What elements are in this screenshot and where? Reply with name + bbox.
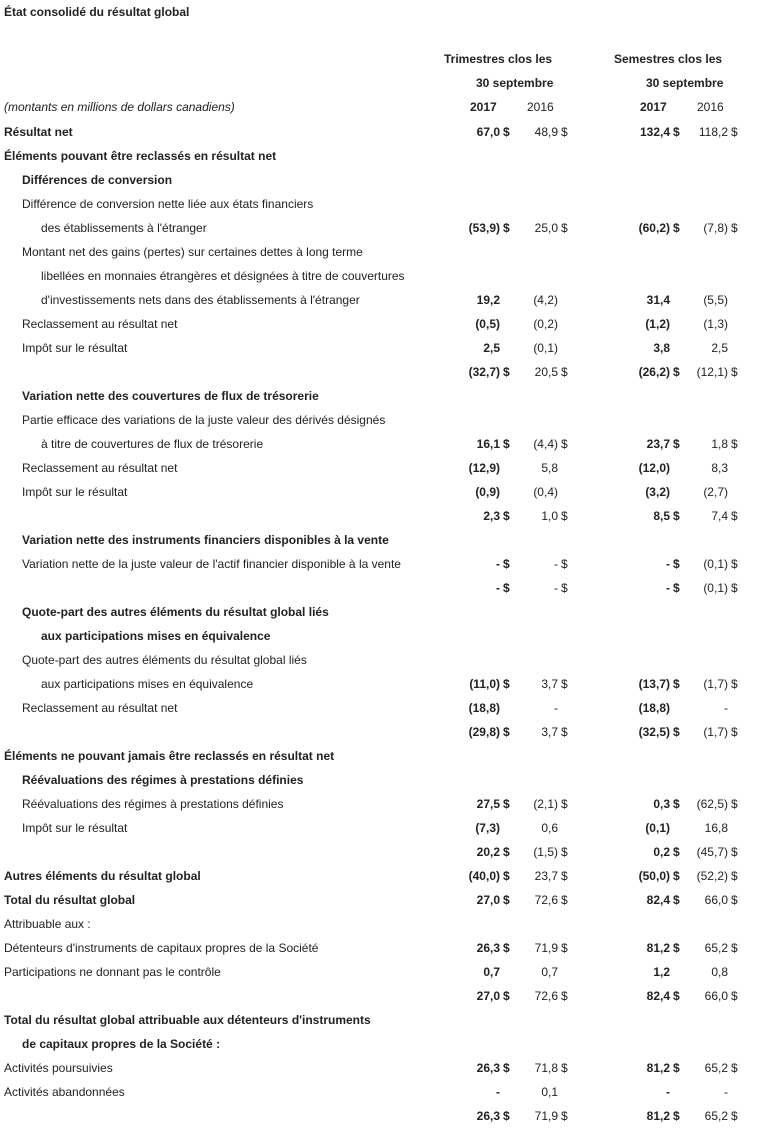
year-header-q2016: 2016 xyxy=(527,100,554,114)
currency-symbol: $ xyxy=(503,221,510,235)
table-row xyxy=(0,936,759,960)
table-row xyxy=(0,1008,759,1032)
table-row xyxy=(0,672,759,696)
value-cell: 26,3 xyxy=(476,1109,500,1123)
currency-symbol: $ xyxy=(503,557,510,571)
currency-symbol: $ xyxy=(503,845,510,859)
value-cell: 71,8 xyxy=(534,1061,558,1075)
table-row xyxy=(0,840,759,864)
value-cell: - xyxy=(496,581,500,595)
currency-symbol: $ xyxy=(673,509,680,523)
currency-symbol: $ xyxy=(561,581,568,595)
row-label: Variation nette des instruments financiers disponibles à la vente xyxy=(22,533,389,547)
table-row xyxy=(0,624,759,648)
table-row xyxy=(0,1056,759,1080)
value-cell: (7,8) xyxy=(703,221,728,235)
value-cell: 16,8 xyxy=(704,821,728,835)
currency-symbol: $ xyxy=(731,509,738,523)
value-cell: (4,4) xyxy=(533,437,558,451)
currency-symbol: $ xyxy=(503,797,510,811)
value-cell: - xyxy=(554,701,558,715)
value-cell: (4,2) xyxy=(533,293,558,307)
value-cell: 67,0 xyxy=(476,125,500,139)
table-row xyxy=(0,504,759,528)
table-row xyxy=(0,912,759,936)
currency-symbol: $ xyxy=(561,725,568,739)
value-cell: - xyxy=(554,581,558,595)
currency-symbol: $ xyxy=(561,437,568,451)
value-cell: (60,2) xyxy=(638,221,670,235)
value-cell: 27,0 xyxy=(476,893,500,907)
value-cell: - xyxy=(724,1085,728,1099)
value-cell: (12,1) xyxy=(696,365,728,379)
value-cell: (2,7) xyxy=(703,485,728,499)
currency-symbol: $ xyxy=(673,437,680,451)
table-row xyxy=(0,984,759,1008)
currency-symbol: $ xyxy=(731,221,738,235)
currency-symbol: $ xyxy=(673,365,680,379)
row-label: Différence de conversion nette liée aux états financiers xyxy=(22,197,314,211)
table-row xyxy=(0,360,759,384)
currency-symbol: $ xyxy=(673,1109,680,1123)
value-cell: (50,0) xyxy=(638,869,670,883)
currency-symbol: $ xyxy=(673,893,680,907)
currency-symbol: $ xyxy=(503,581,510,595)
semester-header-line1: Semestres clos les xyxy=(614,52,723,66)
row-label: aux participations mises en équivalence xyxy=(41,629,271,643)
currency-symbol: $ xyxy=(561,125,568,139)
row-label: Réévaluations des régimes à prestations définies xyxy=(22,797,284,811)
value-cell: 8,5 xyxy=(653,509,670,523)
row-label: Autres éléments du résultat global xyxy=(4,869,201,883)
currency-symbol: $ xyxy=(503,125,510,139)
table-row xyxy=(0,192,759,216)
currency-symbol: $ xyxy=(561,509,568,523)
value-cell: 1,0 xyxy=(541,509,558,523)
value-cell: 3,8 xyxy=(653,341,670,355)
value-cell: 65,2 xyxy=(704,1061,728,1075)
value-cell: 132,4 xyxy=(639,125,670,139)
row-label: Impôt sur le résultat xyxy=(22,821,128,835)
value-cell: 118,2 xyxy=(698,125,728,139)
value-cell: 81,2 xyxy=(646,941,670,955)
value-cell: 71,9 xyxy=(534,1109,558,1123)
value-cell: (3,2) xyxy=(645,485,670,499)
table-row xyxy=(0,456,759,480)
currency-symbol: $ xyxy=(503,509,510,523)
value-cell: 66,0 xyxy=(704,893,728,907)
value-cell: (18,8) xyxy=(638,701,670,715)
currency-symbol: $ xyxy=(561,989,568,1003)
value-cell: 2,3 xyxy=(483,509,500,523)
quarter-header-line1: Trimestres clos les xyxy=(444,52,553,66)
value-cell: (29,8) xyxy=(468,725,500,739)
value-cell: 0,3 xyxy=(653,797,670,811)
value-cell: 20,5 xyxy=(534,365,558,379)
value-cell: (2,1) xyxy=(533,797,558,811)
currency-symbol: $ xyxy=(561,677,568,691)
row-label: Impôt sur le résultat xyxy=(22,341,128,355)
currency-symbol: $ xyxy=(673,125,680,139)
currency-symbol: $ xyxy=(673,581,680,595)
value-cell: (13,7) xyxy=(638,677,670,691)
currency-symbol: $ xyxy=(561,845,568,859)
value-cell: 3,7 xyxy=(541,677,558,691)
value-cell: (62,5) xyxy=(696,797,728,811)
value-cell: 82,4 xyxy=(646,893,670,907)
value-cell: 0,7 xyxy=(541,965,558,979)
table-row xyxy=(0,288,759,312)
value-cell: 1,2 xyxy=(653,965,670,979)
value-cell: 31,4 xyxy=(646,293,670,307)
value-cell: (53,9) xyxy=(468,221,500,235)
value-cell: 0,8 xyxy=(711,965,728,979)
row-label: Détenteurs d'instruments de capitaux propres de la Société xyxy=(4,941,319,955)
table-row xyxy=(0,768,759,792)
value-cell: (0,4) xyxy=(533,485,558,499)
currency-symbol: $ xyxy=(561,869,568,883)
currency-symbol: $ xyxy=(673,797,680,811)
value-cell: (45,7) xyxy=(696,845,728,859)
value-cell: 2,5 xyxy=(483,341,500,355)
value-cell: 19,2 xyxy=(476,293,500,307)
currency-symbol: $ xyxy=(731,557,738,571)
table-row xyxy=(0,1080,759,1104)
value-cell: 65,2 xyxy=(704,941,728,955)
currency-symbol: $ xyxy=(561,1109,568,1123)
value-cell: 82,4 xyxy=(646,989,670,1003)
value-cell: 16,1 xyxy=(476,437,500,451)
table-row xyxy=(0,528,759,552)
value-cell: (12,0) xyxy=(638,461,670,475)
value-cell: 0,7 xyxy=(483,965,500,979)
value-cell: (12,9) xyxy=(468,461,500,475)
value-cell: (1,7) xyxy=(703,725,728,739)
table-row xyxy=(0,408,759,432)
year-header-s2016: 2016 xyxy=(697,100,724,114)
value-cell: (0,1) xyxy=(533,341,558,355)
currency-symbol: $ xyxy=(561,221,568,235)
row-label: Quote-part des autres éléments du résultat global liés xyxy=(22,653,307,667)
table-row xyxy=(0,432,759,456)
currency-symbol: $ xyxy=(561,893,568,907)
row-label: Différences de conversion xyxy=(22,173,173,187)
value-cell: 2,5 xyxy=(711,341,728,355)
row-label: de capitaux propres de la Société : xyxy=(22,1037,221,1051)
value-cell: (1,7) xyxy=(703,677,728,691)
currency-symbol: $ xyxy=(731,725,738,739)
currency-symbol: $ xyxy=(503,893,510,907)
table-row xyxy=(0,720,759,744)
value-cell: (18,8) xyxy=(468,701,500,715)
value-cell: 26,3 xyxy=(476,941,500,955)
row-label: Impôt sur le résultat xyxy=(22,485,128,499)
value-cell: - xyxy=(724,701,728,715)
row-label: Montant net des gains (pertes) sur certaines dettes à long terme xyxy=(22,245,363,259)
row-label: Partie efficace des variations de la juste valeur des dérivés désignés xyxy=(22,413,386,427)
value-cell: 23,7 xyxy=(646,437,670,451)
value-cell: 3,7 xyxy=(541,725,558,739)
value-cell: 65,2 xyxy=(704,1109,728,1123)
row-label: Éléments ne pouvant jamais être reclassés en résultat net xyxy=(4,749,335,763)
row-label: Variation nette de la juste valeur de l'actif financier disponible à la vente xyxy=(22,557,401,571)
currency-symbol: $ xyxy=(731,893,738,907)
value-cell: 0,1 xyxy=(541,1085,558,1099)
value-cell: 0,2 xyxy=(653,845,670,859)
table-row xyxy=(0,1032,759,1056)
currency-symbol: $ xyxy=(503,941,510,955)
table-row xyxy=(0,216,759,240)
currency-symbol: $ xyxy=(673,989,680,1003)
currency-symbol: $ xyxy=(731,581,738,595)
value-cell: (0,5) xyxy=(475,317,500,331)
currency-symbol: $ xyxy=(503,365,510,379)
table-row xyxy=(0,1104,759,1128)
currency-symbol: $ xyxy=(561,365,568,379)
value-cell: (1,3) xyxy=(703,317,728,331)
row-label: Activités poursuivies xyxy=(4,1061,113,1075)
table-row xyxy=(0,816,759,840)
value-cell: (0,9) xyxy=(475,485,500,499)
table-row xyxy=(0,168,759,192)
currency-symbol: $ xyxy=(673,845,680,859)
currency-symbol: $ xyxy=(673,1061,680,1075)
currency-symbol: $ xyxy=(731,941,738,955)
currency-symbol: $ xyxy=(561,941,568,955)
units-note: (montants en millions de dollars canadiens) xyxy=(4,100,235,114)
row-label: d'investissements nets dans des établissements à l'étranger xyxy=(41,293,360,307)
value-cell: 48,9 xyxy=(534,125,558,139)
row-label: Reclassement au résultat net xyxy=(22,701,178,715)
currency-symbol: $ xyxy=(673,557,680,571)
currency-symbol: $ xyxy=(561,797,568,811)
value-cell: 5,8 xyxy=(541,461,558,475)
table-row xyxy=(0,240,759,264)
value-cell: (1,5) xyxy=(533,845,558,859)
value-cell: 27,0 xyxy=(476,989,500,1003)
currency-symbol: $ xyxy=(673,221,680,235)
table-row xyxy=(0,888,759,912)
currency-symbol: $ xyxy=(673,941,680,955)
year-header-s2017: 2017 xyxy=(640,100,667,114)
value-cell: 7,4 xyxy=(711,509,728,523)
value-cell: (0,1) xyxy=(703,557,728,571)
row-label: Variation nette des couvertures de flux de trésorerie xyxy=(22,389,319,403)
value-cell: 27,5 xyxy=(476,797,500,811)
table-row xyxy=(0,120,759,144)
table-row xyxy=(0,144,759,168)
row-label: Attribuable aux : xyxy=(4,917,91,931)
currency-symbol: $ xyxy=(503,1109,510,1123)
value-cell: - xyxy=(554,557,558,571)
row-label: Participations ne donnant pas le contrôle xyxy=(4,965,221,979)
table-row xyxy=(0,648,759,672)
value-cell: - xyxy=(496,557,500,571)
row-label: Total du résultat global xyxy=(4,893,136,907)
table-row xyxy=(0,960,759,984)
currency-symbol: $ xyxy=(503,437,510,451)
value-cell: 0,6 xyxy=(541,821,558,835)
value-cell: (40,0) xyxy=(468,869,500,883)
row-label: aux participations mises en équivalence xyxy=(41,677,254,691)
semester-header-line2: 30 septembre xyxy=(646,76,724,90)
value-cell: (32,7) xyxy=(468,365,500,379)
row-label: Reclassement au résultat net xyxy=(22,461,178,475)
value-cell: (0,1) xyxy=(645,821,670,835)
row-label: Réévaluations des régimes à prestations définies xyxy=(22,773,304,787)
row-label: Éléments pouvant être reclassés en résultat net xyxy=(4,149,277,163)
currency-symbol: $ xyxy=(503,677,510,691)
value-cell: 1,8 xyxy=(711,437,728,451)
currency-symbol: $ xyxy=(503,989,510,1003)
value-cell: 72,6 xyxy=(534,893,558,907)
currency-symbol: $ xyxy=(731,797,738,811)
table-row xyxy=(0,336,759,360)
row-label: Quote-part des autres éléments du résultat global liés xyxy=(22,605,329,619)
row-label: libellées en monnaies étrangères et désignées à titre de couvertures xyxy=(41,269,405,283)
row-label: Reclassement au résultat net xyxy=(22,317,178,331)
currency-symbol: $ xyxy=(731,437,738,451)
table-row xyxy=(0,312,759,336)
currency-symbol: $ xyxy=(561,557,568,571)
row-label: des établissements à l'étranger xyxy=(41,221,207,235)
value-cell: 81,2 xyxy=(646,1061,670,1075)
table-row xyxy=(0,600,759,624)
table-row xyxy=(0,384,759,408)
currency-symbol: $ xyxy=(731,365,738,379)
table-row xyxy=(0,744,759,768)
currency-symbol: $ xyxy=(731,869,738,883)
currency-symbol: $ xyxy=(731,1061,738,1075)
quarter-header-line2: 30 septembre xyxy=(476,76,554,90)
statement-title: État consolidé du résultat global xyxy=(4,5,190,19)
value-cell: 81,2 xyxy=(646,1109,670,1123)
table-row xyxy=(0,792,759,816)
table-row xyxy=(0,552,759,576)
value-cell: (7,3) xyxy=(475,821,500,835)
currency-symbol: $ xyxy=(503,869,510,883)
table-row xyxy=(0,864,759,888)
currency-symbol: $ xyxy=(673,869,680,883)
currency-symbol: $ xyxy=(503,1061,510,1075)
row-label: Total du résultat global attribuable aux détenteurs d'instruments xyxy=(4,1013,371,1027)
currency-symbol: $ xyxy=(731,1109,738,1123)
value-cell: 66,0 xyxy=(704,989,728,1003)
currency-symbol: $ xyxy=(673,725,680,739)
year-header-q2017: 2017 xyxy=(470,100,497,114)
value-cell: 71,9 xyxy=(534,941,558,955)
currency-symbol: $ xyxy=(731,125,738,139)
currency-symbol: $ xyxy=(503,725,510,739)
value-cell: 8,3 xyxy=(711,461,728,475)
value-cell: (26,2) xyxy=(638,365,670,379)
value-cell: - xyxy=(666,581,670,595)
currency-symbol: $ xyxy=(731,677,738,691)
value-cell: 72,6 xyxy=(534,989,558,1003)
currency-symbol: $ xyxy=(731,845,738,859)
value-cell: 26,3 xyxy=(476,1061,500,1075)
value-cell: (0,1) xyxy=(703,581,728,595)
table-row xyxy=(0,480,759,504)
currency-symbol: $ xyxy=(731,989,738,1003)
value-cell: (1,2) xyxy=(645,317,670,331)
value-cell: (0,2) xyxy=(533,317,558,331)
value-cell: 23,7 xyxy=(534,869,558,883)
currency-symbol: $ xyxy=(561,1061,568,1075)
value-cell: (5,5) xyxy=(703,293,728,307)
value-cell: - xyxy=(666,557,670,571)
row-label: Résultat net xyxy=(4,125,73,139)
table-row xyxy=(0,264,759,288)
value-cell: - xyxy=(666,1085,670,1099)
value-cell: - xyxy=(496,1085,500,1099)
value-cell: (11,0) xyxy=(469,677,500,691)
row-label: à titre de couvertures de flux de trésorerie xyxy=(41,437,264,451)
table-row xyxy=(0,576,759,600)
table-row xyxy=(0,696,759,720)
value-cell: (52,2) xyxy=(696,869,728,883)
value-cell: 25,0 xyxy=(534,221,558,235)
currency-symbol: $ xyxy=(673,677,680,691)
value-cell: 20,2 xyxy=(476,845,500,859)
value-cell: (32,5) xyxy=(638,725,670,739)
row-label: Activités abandonnées xyxy=(4,1085,125,1099)
